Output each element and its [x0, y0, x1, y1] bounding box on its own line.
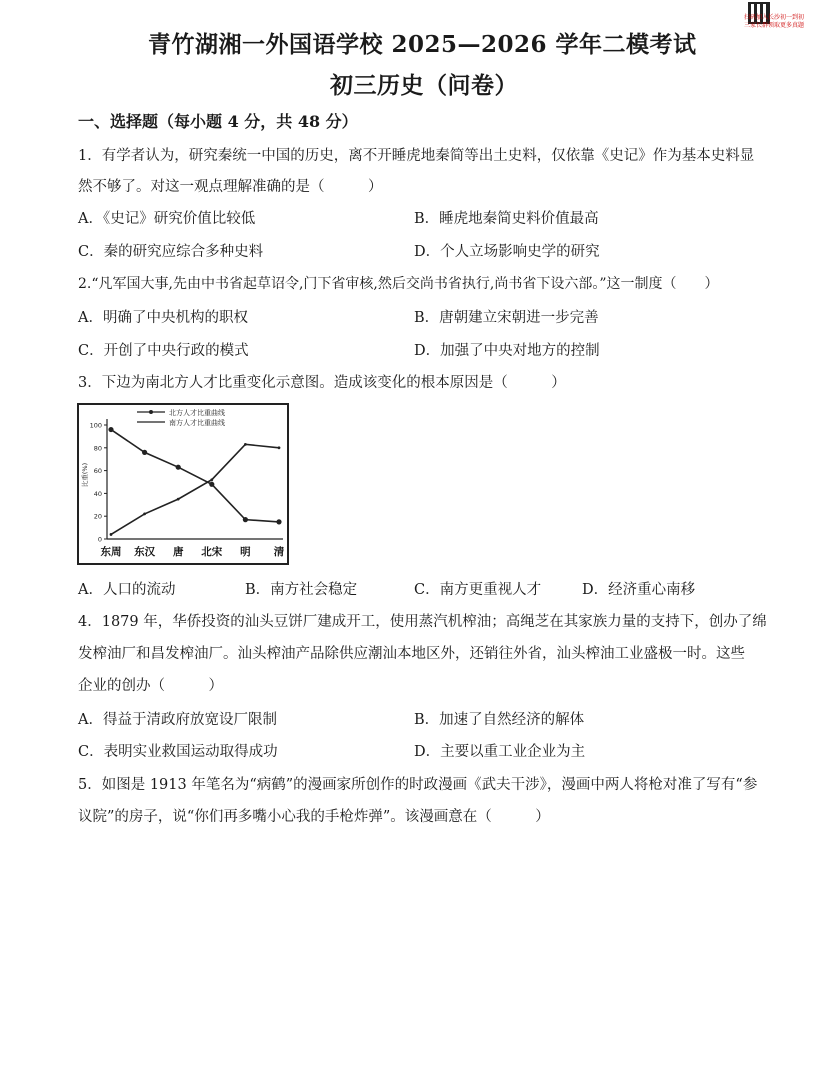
series-1-point-3	[210, 478, 213, 481]
legend-marker-0	[149, 410, 153, 414]
series-1-point-1	[143, 513, 146, 516]
q2-stem: 2.“凡军国大事,先由中书省起草诏令,门下省审核,然后交尚书省执行,尚书省下设六部。”这一制度（ ）	[78, 276, 719, 292]
series-0-point-4	[243, 517, 248, 522]
x-tick-label-0: 东周	[100, 546, 122, 558]
x-tick-label-5: 清	[273, 546, 285, 558]
q4-option-a: A．得益于清政府放宽设厂限制	[78, 712, 277, 728]
exam-title: 青竹湖湘一外国语学校 2025—2026 学年二模考试	[148, 31, 697, 58]
series-0-point-2	[176, 465, 181, 470]
y-tick-label-3: 40	[93, 489, 102, 498]
q5-stem-line2: 议院”的房子，说“你们再多嘴小心我的手枪炸弹”。该漫画意在（ ）	[78, 809, 550, 825]
q3-option-a: A．人口的流动	[78, 582, 176, 598]
q2-option-d: D．加强了中央对地方的控制	[414, 343, 600, 359]
q3-stem: 3．下边为南北方人才比重变化示意图。造成该变化的根本原因是（ ）	[78, 375, 566, 391]
qr-caption-line2: 三家长群领取更多真题	[744, 22, 805, 29]
series-0-point-1	[142, 450, 147, 455]
q4-stem-line1: 4．1879 年，华侨投资的汕头豆饼厂建成开工，使用蒸汽机榨油；高绳芝在其家族力量的支持下，创办了绵	[78, 614, 767, 630]
q2-option-a: A．明确了中央机构的职权	[78, 310, 248, 326]
q4-stem-line2: 发榨油厂和昌发榨油厂。汕头榨油产品除供应潮汕本地区外，还销往外省，汕头榨油工业盛极一时。这些	[78, 646, 745, 662]
q2-option-c: C．开创了中央行政的模式	[78, 343, 249, 359]
q1-option-a: A．《史记》研究价值比较低	[78, 211, 256, 227]
x-tick-label-2: 唐	[172, 546, 184, 558]
q1-stem-line1: 1．有学者认为，研究秦统一中国的历史，离不开睡虎地秦简等出土史料，仅依靠《史记》作为基本史料显	[78, 148, 755, 164]
y-tick-label-4: 20	[93, 512, 102, 521]
series-0-point-5	[276, 519, 281, 524]
qr-caption-line1: 扫码加入长沙初一到初	[744, 14, 805, 21]
q4-stem-line3: 企业的创办（ ）	[78, 678, 223, 694]
q1-option-d: D．个人立场影响史学的研究	[414, 244, 600, 260]
series-0-point-3	[209, 482, 214, 487]
x-tick-label-1: 东汉	[134, 546, 156, 558]
section-heading: 一、选择题（每小题 4 分，共 48 分）	[78, 112, 358, 131]
q1-stem-line2: 然不够了。对这一观点理解准确的是（ ）	[78, 179, 383, 195]
q3-option-c: C．南方更重视人才	[414, 582, 542, 598]
series-1-point-5	[278, 446, 281, 449]
q4-option-b: B．加速了自然经济的解体	[414, 712, 585, 728]
x-tick-label-4: 明	[240, 546, 251, 558]
series-0-point-0	[108, 427, 113, 432]
y-tick-label-2: 60	[93, 467, 102, 476]
q4-option-d: D．主要以重工业企业为主	[414, 744, 586, 760]
q3-option-d: D．经济重心南移	[582, 582, 696, 598]
series-1-point-4	[244, 443, 247, 446]
chart-svg	[77, 403, 289, 565]
q1-option-c: C．秦的研究应综合多种史料	[78, 244, 264, 260]
series-1-point-0	[110, 533, 113, 536]
legend-label-1: 南方人才比重曲线	[169, 419, 225, 427]
legend-label-0: 北方人才比重曲线	[169, 409, 225, 417]
q4-option-c: C．表明实业救国运动取得成功	[78, 744, 278, 760]
y-tick-label-1: 80	[93, 444, 102, 453]
qr-caption	[744, 14, 804, 30]
q2-option-b: B．唐朝建立宋朝进一步完善	[414, 310, 599, 326]
series-1-point-2	[177, 498, 180, 501]
q1-option-b: B．睡虎地秦简史料价值最高	[414, 211, 599, 227]
q5-stem-line1: 5．如图是 1913 年笔名为“病鹤”的漫画家所创作的时政漫画《武夫干涉》，漫画中两人将枪对准了写有“参	[78, 777, 758, 793]
y-tick-label-0: 100	[89, 421, 102, 430]
y-axis-label: 比重(%)	[81, 462, 89, 488]
talent-ratio-chart	[77, 403, 289, 565]
q3-option-b: B．南方社会稳定	[245, 582, 358, 598]
y-tick-label-5: 0	[97, 535, 102, 544]
exam-subtitle: 初三历史（问卷）	[330, 72, 518, 99]
x-tick-label-3: 北宋	[201, 546, 223, 558]
